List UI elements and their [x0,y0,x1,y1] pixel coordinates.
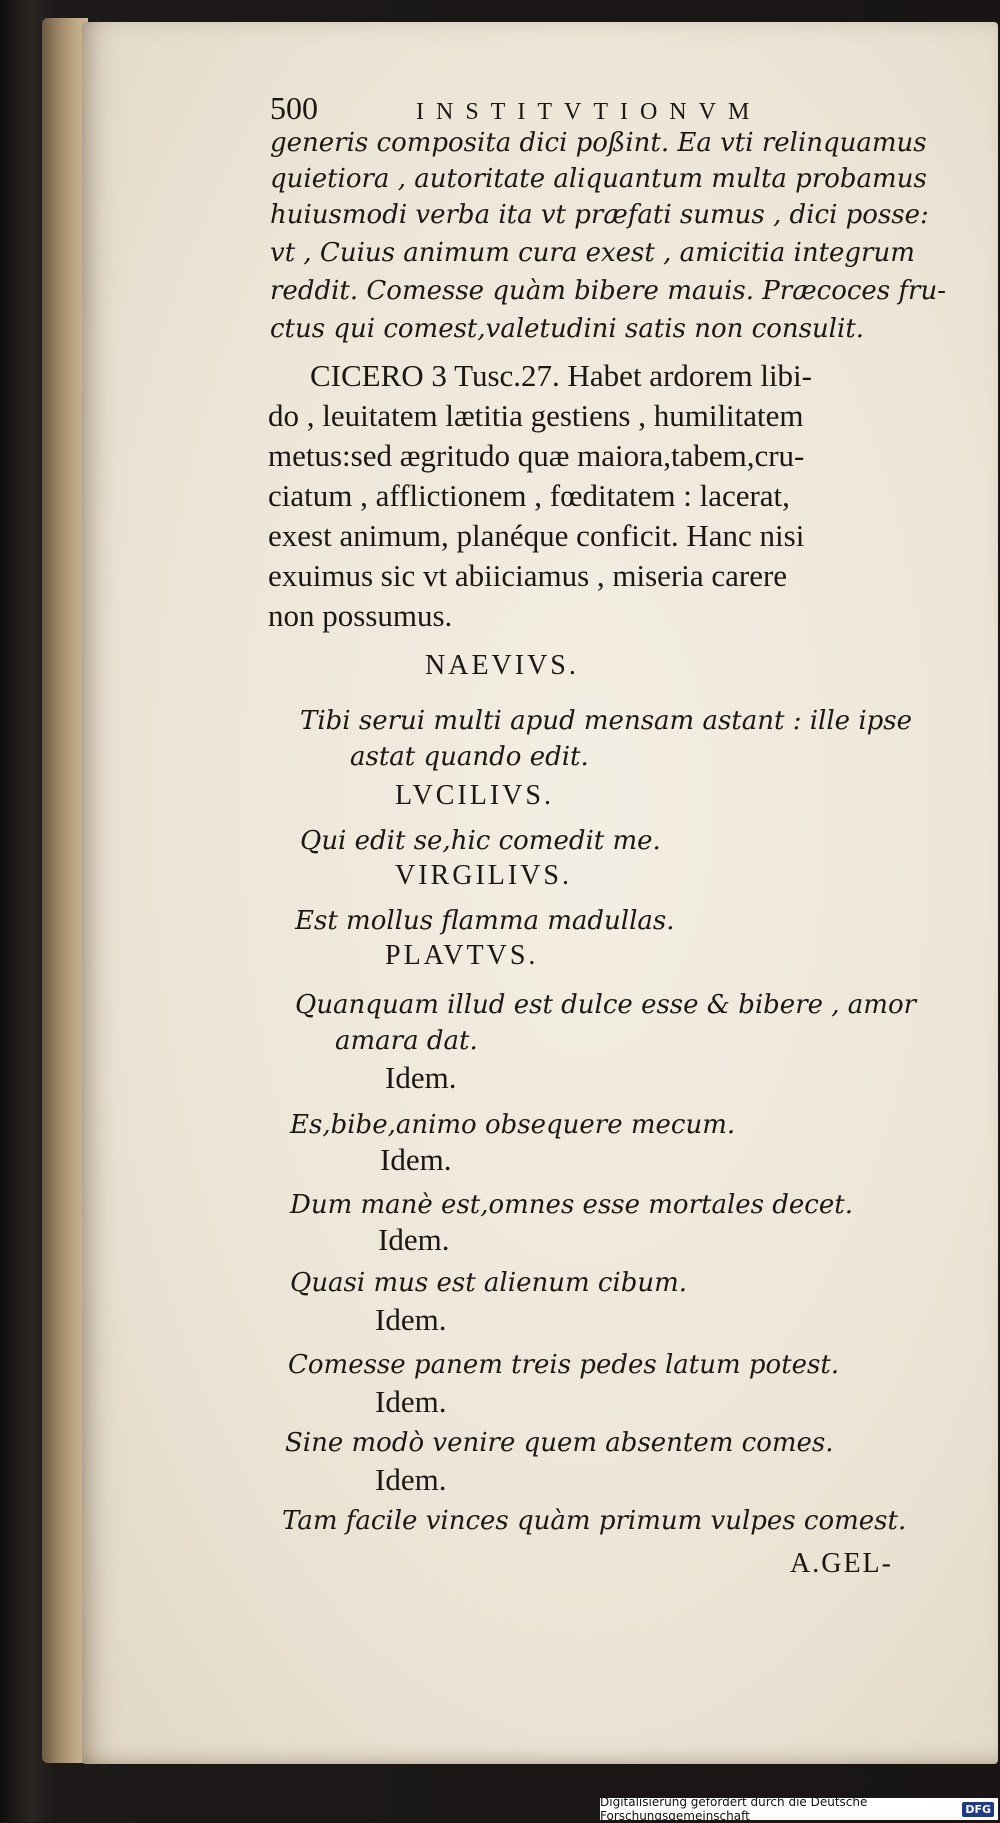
quote-line: Sine modò venire quem absentem comes. [285,1428,834,1458]
text-line: huiusmodi verba ita vt præfati sumus , dici posse: [270,200,929,230]
digitization-credit [600,1795,998,1823]
running-head [270,90,761,127]
quote-line: Es,bibe,animo obsequere mecum. [290,1110,736,1140]
page-number: 500 [270,90,318,126]
quote-line: Qui edit se,hic comedit me. [300,826,661,856]
dfg-logo: DFG [962,1802,994,1817]
author-heading: Idem. [375,1384,447,1419]
text-line: ctus qui comest,valetudini satis non consulit. [270,314,865,344]
running-title: INSTITVTIONVM [416,99,762,125]
text-line: CICERO 3 Tusc.27. Habet ardorem libi- [310,358,812,393]
author-heading: PLAVTVS. [385,940,539,971]
quote-line: amara dat. [335,1026,478,1056]
quote-line: Dum manè est,omnes esse mortales decet. [290,1190,853,1220]
author-heading: Idem. [380,1142,452,1177]
quote-line: Quanquam illud est dulce esse & bibere , amor [295,990,917,1020]
text-line: quietiora , autoritate aliquantum multa probamus [270,164,927,194]
text-line: non possumus. [268,598,453,633]
credit-text: Digitalisierung gefördert durch die Deutsche Forschungsgemeinschaft [600,1795,868,1823]
author-heading: Idem. [378,1222,450,1257]
author-heading: Idem. [375,1462,447,1497]
author-heading: Idem. [375,1302,447,1337]
text-line: exest animum, planéque conficit. Hanc nisi [268,518,805,553]
text-line: ciatum , afflictionem , fœditatem : lacerat, [268,478,790,513]
text-line: do , leuitatem lætitia gestiens , humilitatem [268,398,804,433]
text-line: metus:sed ægritudo quæ maiora,tabem,cru- [268,438,805,473]
quote-line: Quasi mus est alienum cibum. [290,1268,688,1298]
quote-line: astat quando edit. [350,742,589,772]
quote-line: Tam facile vinces quàm primum vulpes comest. [282,1506,907,1536]
author-heading: NAEVIVS. [425,650,579,681]
author-heading: VIRGILIVS. [395,860,572,891]
text-line: vt , Cuius animum cura exest , amicitia integrum [270,238,915,268]
quote-line: Tibi serui multi apud mensam astant : ille ipse [300,706,913,736]
quote-line: Est mollus flamma madullas. [295,906,675,936]
text-line: generis composita dici poßint. Ea vti relinquamus [270,128,927,158]
text-line: exuimus sic vt abiiciamus , miseria carere [268,558,788,593]
catchword: A.GEL- [790,1548,893,1579]
author-heading: LVCILIVS. [395,780,554,811]
quote-line: Comesse panem treis pedes latum potest. [288,1350,840,1380]
text-line: reddit. Comesse quàm bibere mauis. Præcoces fru- [270,276,946,306]
author-heading: Idem. [385,1060,457,1095]
